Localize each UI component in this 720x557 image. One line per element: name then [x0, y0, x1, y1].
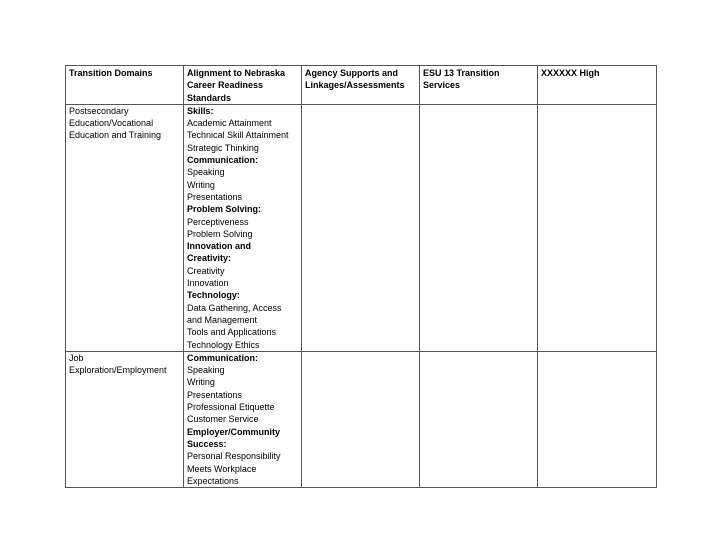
standard-item: Creativity — [187, 265, 225, 276]
esu-cell — [420, 104, 538, 351]
header-esu13-services: ESU 13 Transition Services — [420, 66, 538, 105]
standard-item: Expectations — [187, 475, 239, 486]
domain-cell: Job Exploration/Employment — [66, 351, 184, 487]
header-school: XXXXXX High — [538, 66, 657, 105]
standard-item: Customer Service — [187, 414, 259, 425]
standard-category: Skills: — [187, 105, 214, 116]
standard-category: Employer/Community — [187, 426, 281, 437]
standard-category: Communication: — [187, 155, 258, 166]
table-row — [66, 351, 657, 487]
standard-item: Problem Solving — [187, 228, 253, 239]
standard-item: and Management — [187, 314, 258, 325]
domain-cell: Postsecondary Education/Vocational Education and Training — [66, 104, 184, 351]
standard-item: Technical Skill Attainment — [187, 130, 289, 141]
standard-item: Data Gathering, Access — [187, 302, 282, 313]
standard-item: Writing — [187, 179, 215, 190]
alignment-cell — [184, 351, 302, 487]
standard-item: Speaking — [187, 365, 225, 376]
standard-category: Technology: — [187, 290, 240, 301]
school-cell — [538, 351, 657, 487]
standard-item: Perceptiveness — [187, 216, 249, 227]
standard-item: Writing — [187, 377, 215, 388]
header-transition-domains: Transition Domains — [66, 66, 184, 105]
standard-item: Speaking — [187, 167, 225, 178]
school-cell — [538, 104, 657, 351]
alignment-cell — [184, 104, 302, 351]
agency-cell — [302, 104, 420, 351]
header-agency-supports: Agency Supports and Linkages/Assessments — [302, 66, 420, 105]
standard-category: Innovation and — [187, 241, 251, 252]
standard-item: Personal Responsibility — [187, 451, 281, 462]
standard-item: Meets Workplace — [187, 463, 257, 474]
standard-item: Presentations — [187, 389, 243, 400]
standard-item: Academic Attainment — [187, 118, 272, 129]
standard-category: Creativity: — [187, 253, 232, 264]
standard-item: Tools and Applications — [187, 327, 277, 338]
table-row — [66, 104, 657, 351]
standard-item: Strategic Thinking — [187, 142, 259, 153]
standard-item: Technology Ethics — [187, 339, 260, 350]
esu-cell — [420, 351, 538, 487]
standard-item: Presentations — [187, 191, 243, 202]
standard-item: Professional Etiquette — [187, 402, 275, 413]
header-row — [66, 66, 657, 105]
standard-category: Success: — [187, 438, 227, 449]
header-alignment: Alignment to Nebraska Career Readiness Standards — [184, 66, 302, 105]
standard-item: Innovation — [187, 278, 229, 289]
standard-category: Communication: — [187, 352, 258, 363]
transition-table — [65, 65, 657, 488]
standard-category: Problem Solving: — [187, 204, 262, 215]
agency-cell — [302, 351, 420, 487]
